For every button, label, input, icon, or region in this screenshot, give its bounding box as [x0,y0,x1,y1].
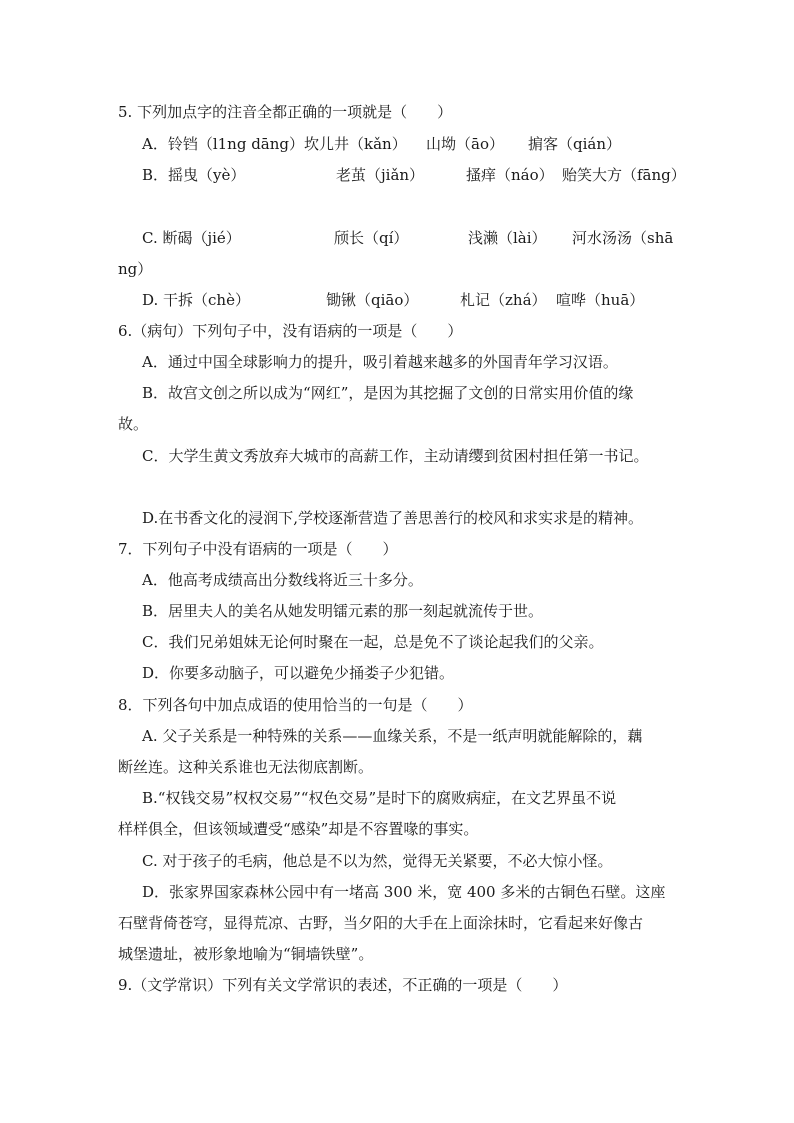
question-8-option-a-continued: 断丝连。这种关系谁也无法彻底割断。 [118,758,374,776]
option-c-item-3: 浅濑（lài） [468,229,547,247]
question-8-option-d-continued-2: 城堡遗址，被形象地喻为“铜墙铁壁”。 [118,945,374,963]
question-8-option-b: B.“权钱交易”权权交易”“权色交易”是时下的腐败病症，在文艺界虽不说 [142,789,617,807]
question-7-option-b: B．居里夫人的美名从她发明镭元素的那一刻起就流传于世。 [142,602,544,620]
question-7-option-d: D．你要多动脑子，可以避免少捅娄子少犯错。 [142,664,455,682]
question-7-option-c: C．我们兄弟姐妹无论何时聚在一起，总是免不了谈论起我们的父亲。 [142,633,604,651]
question-8-option-d: D．张家界国家森林公园中有一堵高 300 米，宽 400 多米的古铜色石壁。这座 [142,883,666,901]
option-b-item-1: B．摇曳（yè） [142,166,246,184]
option-d-item-3: 札记（zhá） [460,291,547,309]
question-5-option-c-continued: ng） [118,260,153,278]
option-c-item-1: C. 断碣（jié） [142,229,241,247]
option-d-item-4: 喧哗（huā） [556,291,645,309]
question-6-option-c: C．大学生黄文秀放弃大城市的高薪工作，主动请缨到贫困村担任第一书记。 [142,447,649,465]
option-d-item-2: 锄锹（qiāo） [326,291,419,309]
question-8-option-a: A. 父子关系是一种特殊的关系——血缘关系，不是一纸声明就能解除的，藕 [142,727,643,745]
question-8-option-b-continued: 样样俱全，但该领域遭受“感染”却是不容置喙的事实。 [118,820,479,838]
option-a-item-1: A．铃铛（l1ng dāng） [142,135,305,153]
question-6-stem: 6.（病句）下列句子中，没有语病的一项是（ ） [118,322,463,340]
option-b-item-4: 贻笑大方（fāng） [562,166,686,184]
option-c-item-2: 颀长（qí） [334,229,409,247]
question-8-stem: 8．下列各句中加点成语的使用恰当的一句是（ ） [118,696,473,714]
question-8-option-d-continued-1: 石壁背倚苍穹，显得荒凉、古野，当夕阳的大手在上面涂抹时，它看起来好像古 [118,914,644,932]
option-c-item-4: 河水汤汤（shā [572,229,674,247]
question-8-option-c: C. 对于孩子的毛病，他总是不以为然，觉得无关紧要，不必大惊小怪。 [142,852,613,870]
option-d-item-1: D. 干拆（chè） [142,291,250,309]
question-6-option-d: D.在书香文化的浸润下,学校逐渐营造了善思善行的校风和求实求是的精神。 [142,509,644,527]
option-a-item-2: 坎儿井（kǎn） [304,135,407,153]
question-6-option-b-continued: 故。 [118,415,149,433]
option-b-item-2: 老茧（jiǎn） [336,166,425,184]
question-6-option-b: B．故宫文创之所以成为“网红”，是因为其挖掘了文创的日常实用价值的缘 [142,384,634,402]
option-a-item-3: 山坳（āo） [426,135,504,153]
question-7-option-a: A．他高考成绩高出分数线将近三十多分。 [142,571,423,589]
option-b-item-3: 搔痒（náo） [466,166,554,184]
option-a-item-4: 掮客（qián） [528,135,622,153]
question-7-stem: 7．下列句子中没有语病的一项是（ ） [118,540,398,558]
question-5-stem: 5. 下列加点字的注音全都正确的一项就是（ ） [118,103,453,121]
question-6-option-a: A．通过中国全球影响力的提升，吸引着越来越多的外国青年学习汉语。 [142,353,618,371]
question-9-stem: 9.（文学常识）下列有关文学常识的表述，不正确的一项是（ ） [118,976,568,994]
